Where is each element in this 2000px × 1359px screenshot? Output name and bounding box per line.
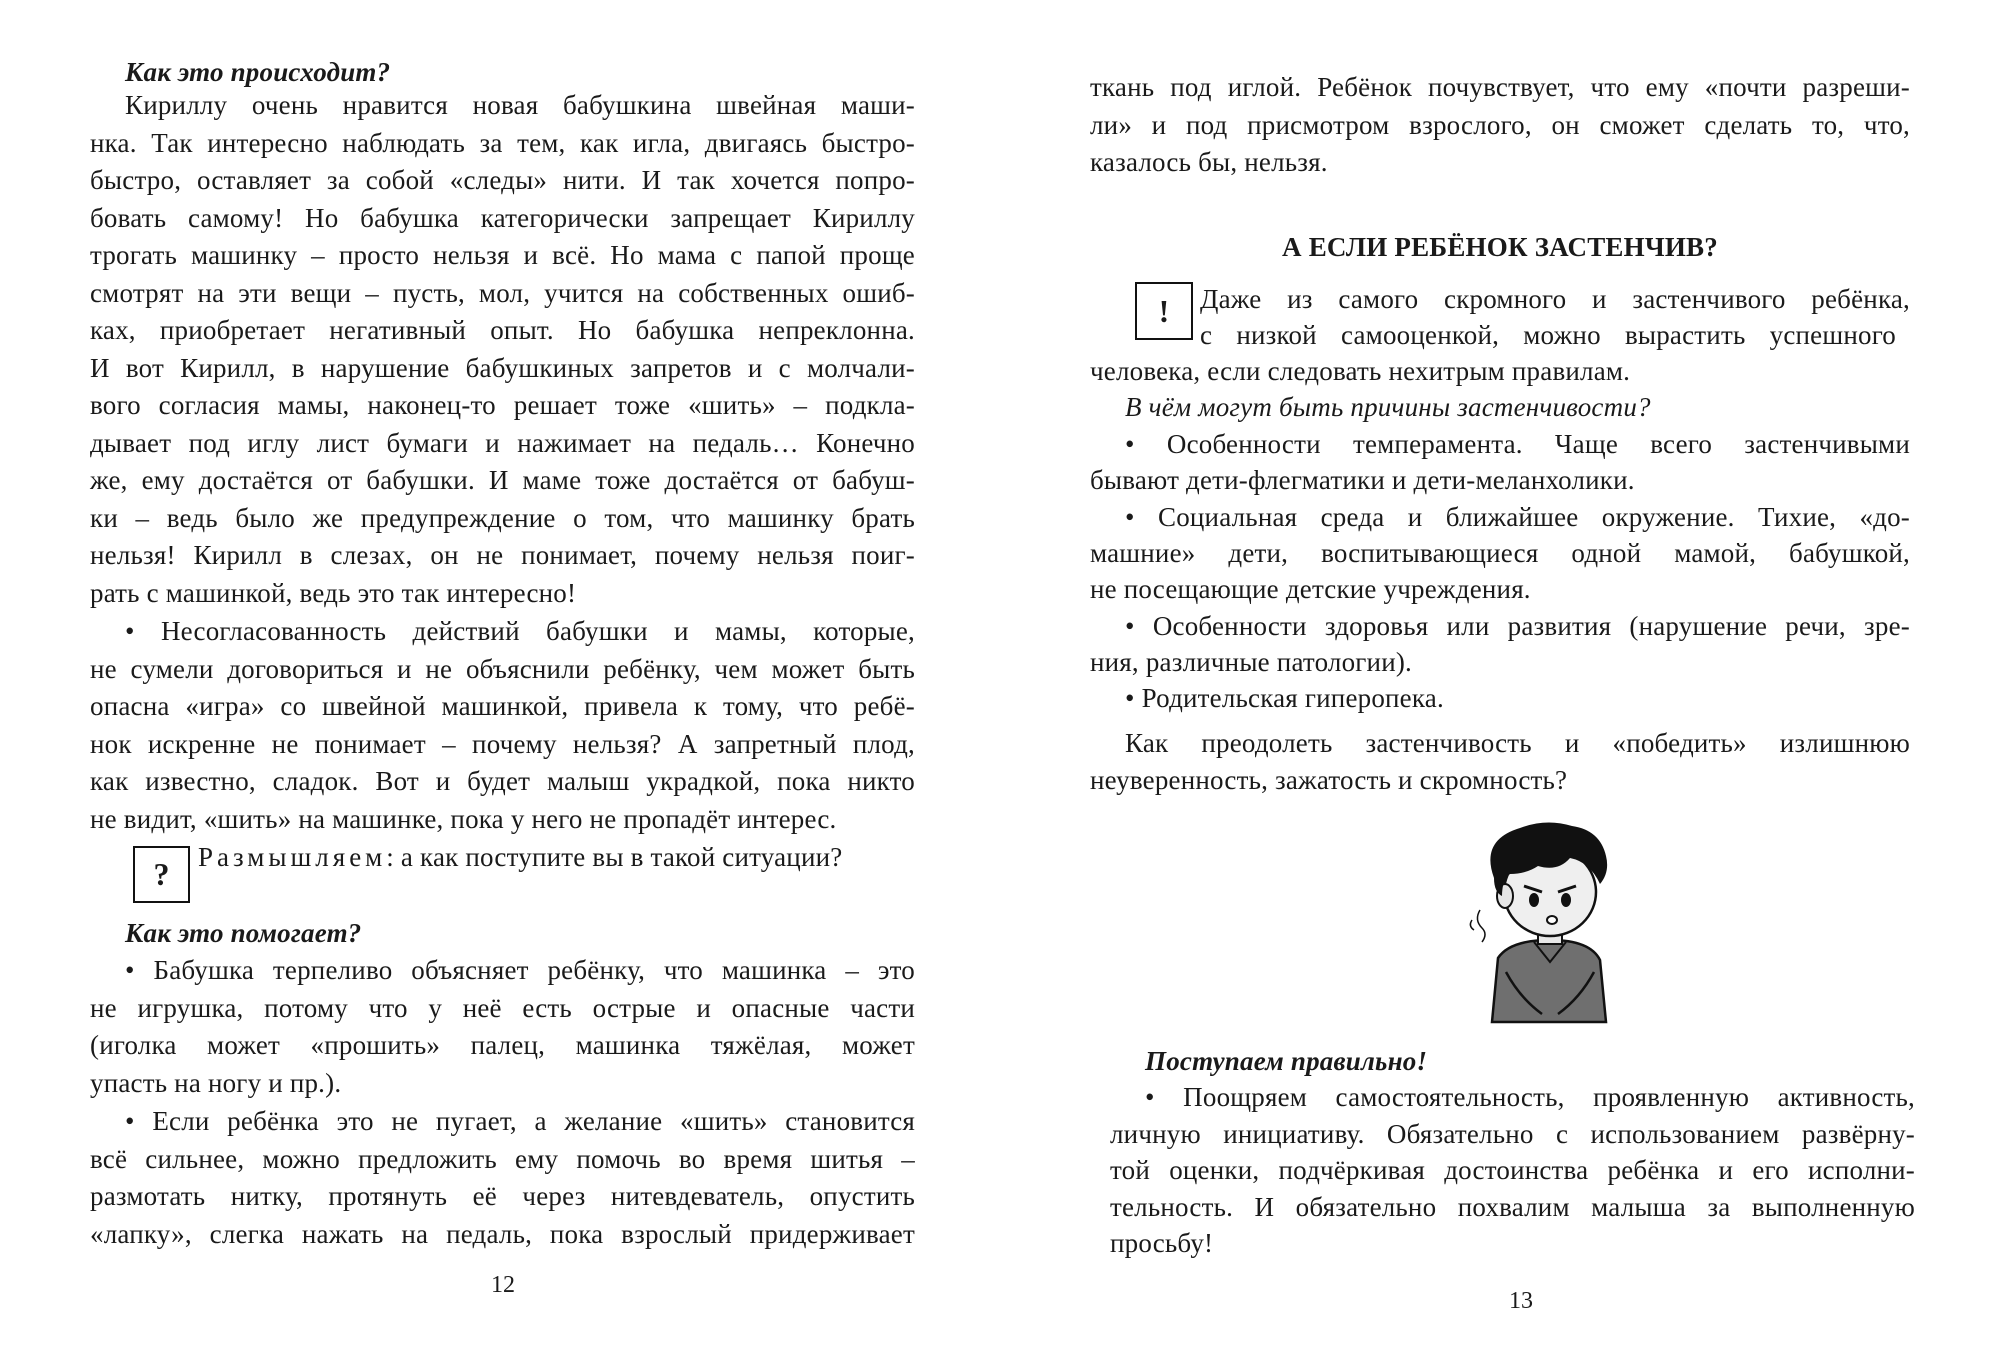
cause-line: не посещающие детские учреждения.	[1090, 574, 1531, 604]
final-para-line: личную инициативу. Обязательно с использованием развёрну-	[1110, 1119, 1915, 1149]
para3-line: упасть на ногу и пр.).	[90, 1068, 342, 1098]
para1-line: ках, приобретает негативный опыт. Но бабушка непреклонна.	[90, 315, 915, 345]
cont-para-line: ткань под иглой. Ребёнок почувствует, что ему «почти разреши-	[1090, 72, 1910, 102]
para4-line: • Если ребёнка это не пугает, а желание «шить» становится	[125, 1106, 915, 1136]
page-number-left: 12	[491, 1272, 515, 1298]
causes-question: В чём могут быть причины застенчивости?	[1125, 392, 1651, 422]
page-number-right: 13	[1509, 1288, 1533, 1314]
cause-line: • Социальная среда и ближайшее окружение. Тихие, «до-	[1125, 502, 1910, 532]
cause-line: бывают дети-флегматики и дети-меланхолики.	[1090, 465, 1635, 495]
section-title-how-it-happens: Как это происходит?	[125, 57, 391, 87]
para3-line: не игрушка, потому что у неё есть острые и опасные части	[90, 993, 915, 1023]
question2-line: неуверенность, зажатость и скромность?	[1090, 765, 1568, 795]
reflect-line	[198, 840, 842, 874]
para1-line: бовать самому! Но бабушка категорически запрещает Кириллу	[90, 203, 915, 233]
right-page	[1000, 0, 2000, 1359]
question2-line: Как преодолеть застенчивость и «победить» излишнюю	[1125, 728, 1910, 758]
para2-line: нок искренне не понимает – почему нельзя? А запретный плод,	[90, 729, 915, 759]
cause-line: • Особенности здоровья или развития (нарушение речи, зре-	[1125, 611, 1910, 641]
para2-line: не сумели договориться и не объяснили ребёнку, чем может быть	[90, 654, 915, 684]
cont-para-line: ли» и под присмотром взрослого, он сможет сделать то, что,	[1090, 110, 1910, 140]
final-para-line: • Поощряем самостоятельность, проявленную активность,	[1145, 1082, 1915, 1112]
para1-line: И вот Кирилл, в нарушение бабушкиных запретов и с молчали-	[90, 353, 915, 383]
section-title-doing-right: Поступаем правильно!	[1145, 1046, 1428, 1076]
reflect-text: : а как поступите вы в такой ситуации?	[386, 842, 843, 872]
para1-line: ки – ведь было же предупреждение о том, что машинку брать	[90, 503, 915, 533]
para1-line: дывает под иглу лист бумаги и нажимает на педаль… Конечно	[90, 428, 915, 458]
section-heading: А ЕСЛИ РЕБЁНОК ЗАСТЕНЧИВ?	[1282, 232, 1718, 262]
para4-line: всё сильнее, можно предложить ему помочь во время шитья –	[90, 1144, 915, 1174]
para1-line: трогать машинку – просто нельзя и всё. Но мама с папой проще	[90, 240, 915, 270]
para2-line: как известно, сладок. Вот и будет малыш украдкой, пока никто	[90, 766, 915, 796]
para2-line: • Несогласованность действий бабушки и мамы, которые,	[125, 616, 915, 646]
shy-boy-illustration	[1450, 800, 1650, 1025]
para1-line: рать с машинкой, ведь это так интересно!	[90, 578, 577, 608]
cause-line: • Особенности темперамента. Чаще всего застенчивыми	[1125, 429, 1910, 459]
final-para-line: тельность. И обязательно похвалим малыша за выполненную	[1110, 1192, 1915, 1222]
para1-line: смотрят на эти вещи – пусть, мол, учится на собственных ошиб-	[90, 278, 915, 308]
cause-line: • Родительская гиперопека.	[1125, 683, 1444, 713]
para1-line: же, ему достаётся от бабушки. И маме тоже достаётся от бабуш-	[90, 465, 915, 495]
question-box-icon: ?	[133, 846, 190, 903]
section-title-how-it-helps: Как это помогает?	[125, 918, 362, 948]
intro-line: с низкой самооценкой, можно вырастить успешного	[1200, 320, 1896, 350]
para3-line: • Бабушка терпеливо объясняет ребёнку, что машинка – это	[125, 955, 915, 985]
para1-line: Кириллу очень нравится новая бабушкина швейная маши-	[125, 90, 915, 120]
reflect-label: Размышляем	[198, 842, 387, 872]
para1-line: нельзя! Кирилл в слезах, он не понимает, почему нельзя поиг-	[90, 540, 915, 570]
para4-line: размотать нитку, протянуть её через нитевдеватель, опустить	[90, 1181, 915, 1211]
para2-line: опасна «игра» со швейной машинкой, привела к тому, что ребё-	[90, 691, 915, 721]
para4-line: «лапку», слегка нажать на педаль, пока взрослый придерживает	[90, 1219, 915, 1249]
intro-line: Даже из самого скромного и застенчивого ребёнка,	[1200, 284, 1910, 314]
cont-para-line: казалось бы, нельзя.	[1090, 147, 1328, 177]
cause-line: машние» дети, воспитывающиеся одной мамой, бабушкой,	[1090, 538, 1910, 568]
intro-line: человека, если следовать нехитрым правилам.	[1090, 356, 1631, 386]
para1-line: вого согласия мамы, наконец-то решает тоже «шить» – подкла-	[90, 390, 915, 420]
para2-line: не видит, «шить» на машинке, пока у него не пропадёт интерес.	[90, 804, 837, 834]
final-para-line: той оценки, подчёркивая достоинства ребёнка и его исполни-	[1110, 1155, 1915, 1185]
cause-line: ния, различные патологии).	[1090, 647, 1413, 677]
para3-line: (иголка может «прошить» палец, машинка тяжёлая, может	[90, 1030, 915, 1060]
para1-line: нка. Так интересно наблюдать за тем, как игла, двигаясь быстро-	[90, 128, 915, 158]
final-para-line: просьбу!	[1110, 1228, 1214, 1258]
para1-line: быстро, оставляет за собой «следы» нити. И так хочется попро-	[90, 165, 915, 195]
exclamation-box-icon: !	[1135, 282, 1193, 340]
